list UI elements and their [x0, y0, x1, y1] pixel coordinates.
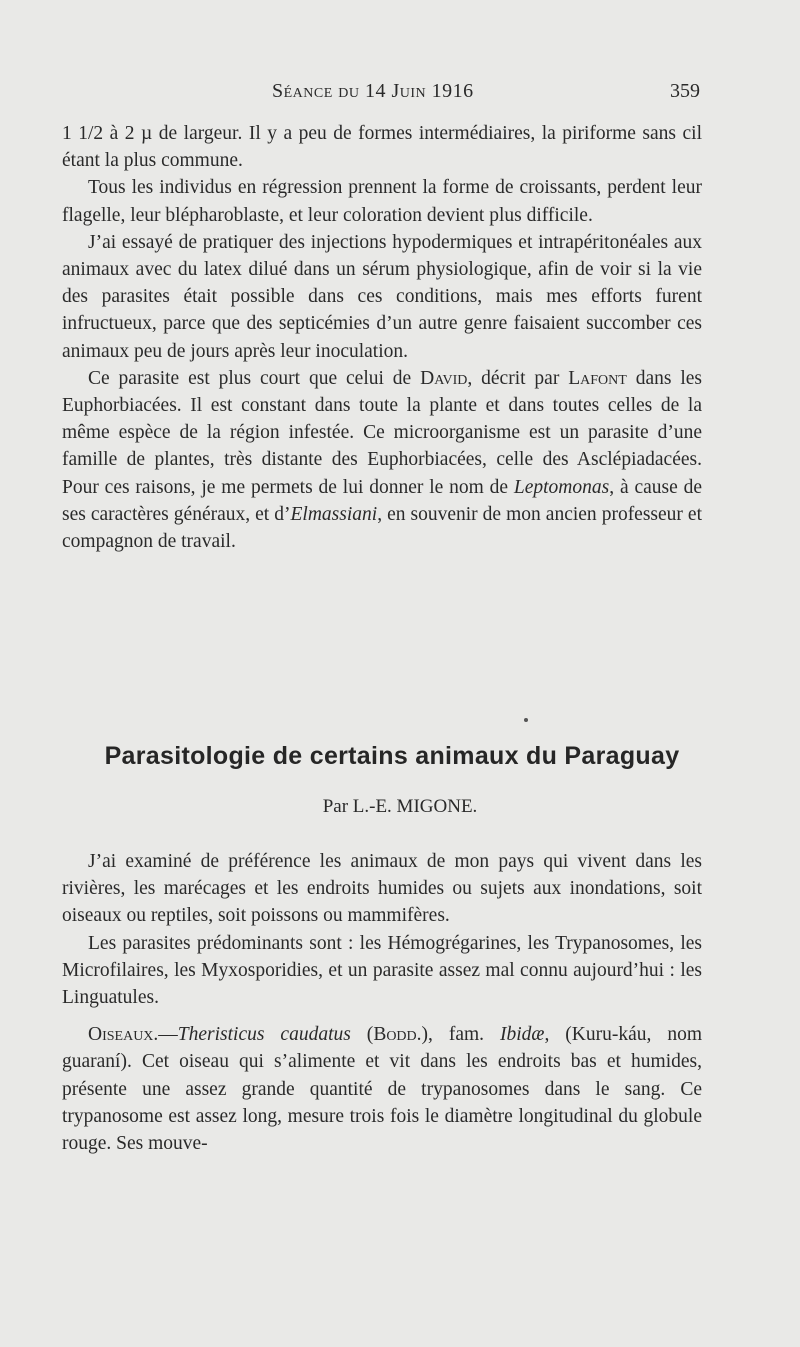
- text-run: , en souvenir de mon ancien professeur et compagnon de travail.: [62, 503, 703, 553]
- article-title: Parasitologie de certains animaux du Paraguay: [104, 742, 680, 770]
- family-name: Ibidæ: [500, 1024, 545, 1046]
- paragraph: 1 1/2 à 2 µ de largeur. Il y a peu de formes intermédiaires, la piriforme sans cil étant la plus commune.: [62, 123, 702, 172]
- page-number: 359: [670, 80, 700, 102]
- paragraph: Les parasites prédominants sont : les Hémogrégarines, les Trypanosomes, les Microfilaires, les Myxosporidies, et un parasite assez mal connu aujourd’hui : les Linguatules.: [62, 932, 702, 1009]
- author-name: Bodd.: [373, 1024, 422, 1046]
- paragraph: Tous les individus en régression prennent la forme de croissants, perdent leur flagelle, leur blépharoblaste, et leur coloration devient plus difficile.: [62, 177, 702, 226]
- paragraph: J’ai essayé de pratiquer des injections hypodermiques et intrapéritonéales aux animaux avec du latex dilué dans un sérum physiologique, afin de voir si la vie des parasites était possible dans ces conditions, mais mes efforts furent infructueux, parce que des septicémies d’un autre genre faisaient succomber ces animaux peu de jours après leur inoculation.: [62, 231, 702, 362]
- section-heading: Oiseaux.: [88, 1024, 159, 1046]
- paragraph: [62, 1021, 702, 1157]
- paragraph: J’ai examiné de préférence les animaux de mon pays qui vivent dans les rivières, les marécages et les endroits humides ou sujets aux inondations, soit oiseaux ou reptiles, soit poissons ou mammifères.: [62, 851, 702, 927]
- running-head: [0, 80, 800, 110]
- previous-article-continuation: [62, 120, 702, 555]
- species-name: Theristicus caudatus: [177, 1024, 351, 1046]
- author-name: Lafont: [568, 367, 627, 389]
- print-speck: [524, 718, 528, 722]
- article-byline: Par L.-E. MIGONE.: [322, 796, 478, 817]
- author-name: David: [420, 367, 468, 389]
- paragraph: [62, 365, 702, 555]
- text-run: ), fam.: [421, 1024, 501, 1046]
- genus-name: Leptomonas: [513, 476, 610, 498]
- text-run: (: [350, 1024, 374, 1046]
- article-body: [62, 848, 702, 1157]
- text-run: —: [158, 1024, 178, 1046]
- text-run: , décrit par: [467, 367, 569, 389]
- text-run: Ce parasite est plus court que celui de: [88, 367, 421, 389]
- text-run: , (Kuru-káu, nom guaraní). Cet oiseau qui s’alimente et vit dans les endroits bas et humides, présente une assez grande quantité de trypanosomes dans le sang. Ce trypanosome est assez long, mesure trois fois le diamètre longitudinal du globule rouge. Ses mouve-: [62, 1024, 702, 1155]
- running-head-title: Séance du 14 Juin 1916: [272, 80, 474, 102]
- species-name: Elmassiani: [290, 503, 378, 525]
- text-run: dans les Euphorbiacées. Il est constant dans toute la plante et dans toutes celles de la même espèce de la région infestée. Ce microorganisme est un parasite d’une famille de plantes, très distante des Euphorbiacées, celle des Asclépiadacées. Pour ces raisons, je me permets de lui donner le nom de: [62, 367, 703, 498]
- text-run: , à cause de ses caractères généraux, et d’: [62, 476, 703, 525]
